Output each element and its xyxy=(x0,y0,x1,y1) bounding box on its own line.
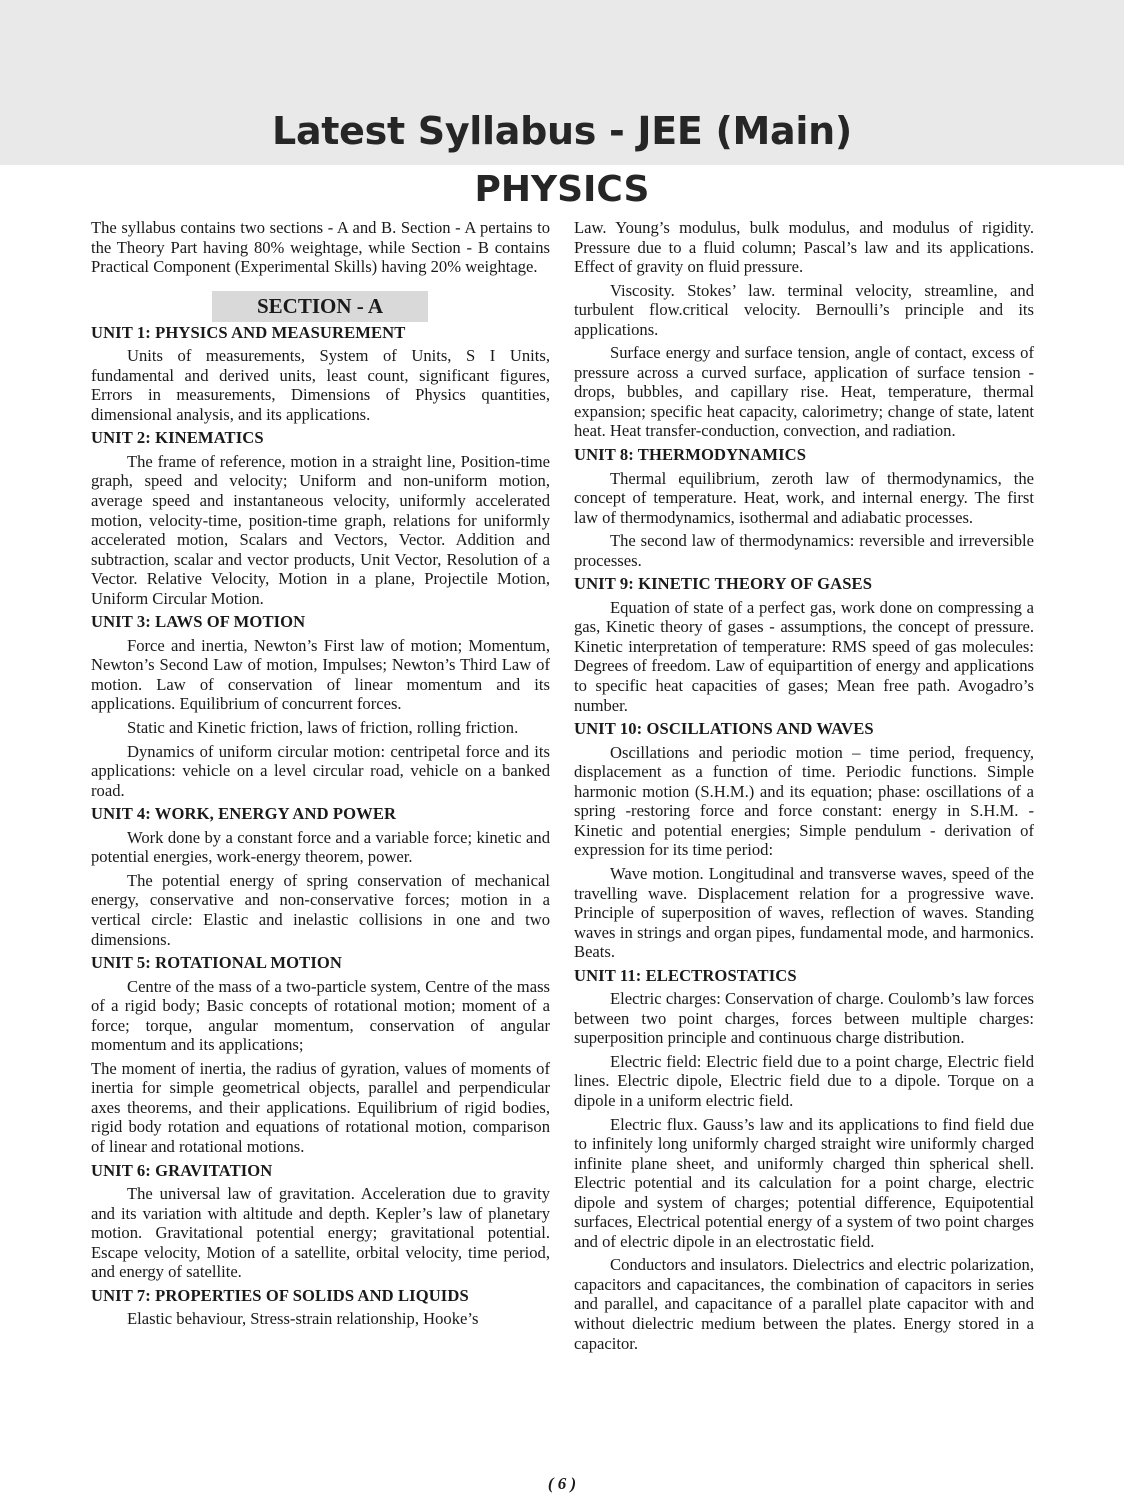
unit-10-paragraph-1: Oscillations and periodic motion – time period, frequency, displacement as a function of time. Periodic functions. Simple harmonic motion (S.H.M.) and its equation; phase: oscillations of a spring -restoring force and force constant: energy in S.H.M. - Kinetic and potential energies; Simple pendulum - derivation of expression for its time period: xyxy=(574,742,1034,860)
intro-paragraph: The syllabus contains two sections - A and B. Section - A pertains to the Theory Part having 80% weightage, while Section - B contains Practical Component (Experimental Skills) having 20% weightage. xyxy=(91,218,550,277)
unit-11-paragraph-4: Conductors and insulators. Dielectrics and electric polarization, capacitors and capacitances, the combination of capacitors in series and parallel, and capacitance of a parallel plate capacitor with and without dielectric medium between the plates. Energy stored in a capacitor. xyxy=(574,1255,1034,1353)
unit-8-paragraph-1: Thermal equilibrium, zeroth law of thermodynamics, the concept of temperature. Heat, work, and internal energy. The first law of thermodynamics, isothermal and adiabatic processes. xyxy=(574,468,1034,527)
unit-1-paragraph: Units of measurements, System of Units, S I Units, fundamental and derived units, least count, significant figures, Errors in measurements, Dimensions of Physics quantities, dimensional analysis, and its applications. xyxy=(91,346,550,424)
unit-6-paragraph: The universal law of gravitation. Acceleration due to gravity and its variation with altitude and depth. Kepler’s law of planetary motion. Gravitational potential energy; gravitational potential. Escape velocity, Motion of a satellite, orbital velocity, time period, and energy of satellite. xyxy=(91,1184,550,1282)
unit-11-paragraph-2: Electric field: Electric field due to a point charge, Electric field lines. Electric dipole, Electric field due to a dipole. Torque on a dipole in a uniform electric field. xyxy=(574,1051,1034,1110)
unit-11-paragraph-1: Electric charges: Conservation of charge. Coulomb’s law forces between two point charges, forces between multiple charges: superposition principle and continuous charge distribution. xyxy=(574,989,1034,1048)
unit-7-paragraph-2: Law. Young’s modulus, bulk modulus, and modulus of rigidity. Pressure due to a fluid column; Pascal’s law and its applications. Effect of gravity on fluid pressure. xyxy=(574,218,1034,277)
unit-2-paragraph: The frame of reference, motion in a straight line, Position-time graph, speed and velocity; Uniform and non-uniform motion, average speed and instantaneous velocity, uniformly accelerated motion, velocity-time, position-time graph, relations for uniformly accelerated motion, Scalars and Vectors, Vector. Addition and subtraction, scalar and vector products, Unit Vector, Resolution of a Vector. Relative Velocity, Motion in a plane, Projectile Motion, Uniform Circular Motion. xyxy=(91,451,550,608)
right-column xyxy=(574,218,1034,1357)
unit-3-paragraph-1: Force and inertia, Newton’s First law of motion; Momentum, Newton’s Second Law of motion, Impulses; Newton’s Third Law of motion. Law of conservation of linear momentum and its applications. Equilibrium of concurrent forces. xyxy=(91,635,550,714)
unit-3-paragraph-3: Dynamics of uniform circular motion: centripetal force and its applications: vehicle on a level circular road, vehicle on a banked road. xyxy=(91,741,550,800)
unit-4-paragraph-1: Work done by a constant force and a variable force; kinetic and potential energies, work-energy theorem, power. xyxy=(91,827,550,867)
left-column xyxy=(91,218,550,1333)
subject-title: PHYSICS xyxy=(474,169,650,210)
unit-1-heading: UNIT 1: PHYSICS AND MEASUREMENT xyxy=(91,322,406,342)
unit-5-paragraph-1: Centre of the mass of a two-particle system, Centre of the mass of a rigid body; Basic concepts of rotational motion; moment of a force; torque, angular momentum, conservation of angular momentum and its applications; xyxy=(91,976,550,1055)
unit-5-paragraph-2: The moment of inertia, the radius of gyration, values of moments of inertia for simple geometrical objects, parallel and perpendicular axes theorems, and their applications. Equilibrium of rigid bodies, rigid body rotation and equations of rotational motion, comparison of linear and rotational motions. xyxy=(91,1058,550,1156)
unit-7-paragraph-4: Surface energy and surface tension, angle of contact, excess of pressure across a curved surface, application of surface tension - drops, bubbles, and capillary rise. Heat, temperature, thermal expansion; specific heat capacity, calorimetry; change of state, latent heat. Heat transfer-conduction, convection, and radiation. xyxy=(574,343,1034,441)
unit-10-paragraph-2: Wave motion. Longitudinal and transverse waves, speed of the travelling wave. Displacement relation for a progressive wave. Principle of superposition of waves, reflection of waves. Standing waves in strings and organ pipes, fundamental mode, and harmonics. Beats. xyxy=(574,863,1034,962)
unit-3-heading: UNIT 3: LAWS OF MOTION xyxy=(91,612,306,632)
unit-9-paragraph: Equation of state of a perfect gas, work done on compressing a gas, Kinetic theory of gases - assumptions, the concept of pressure. Kinetic interpretation of temperature: RMS speed of gas molecules: Degrees of freedom. Law of equipartition of energy and applications to specific heat capacities of gases; Mean free path. Avogadro’s number. xyxy=(574,597,1034,715)
unit-9-heading: UNIT 9: KINETIC THEORY OF GASES xyxy=(574,574,873,594)
unit-7-paragraph-3: Viscosity. Stokes’ law. terminal velocity, streamline, and turbulent flow.critical velocity. Bernoulli’s principle and its applications. xyxy=(574,280,1034,339)
unit-4-paragraph-2: The potential energy of spring conservation of mechanical energy, conservative and non-conservative forces; motion in a vertical circle: Elastic and inelastic collisions in one and two dimensions. xyxy=(91,870,550,949)
unit-11-paragraph-3: Electric flux. Gauss’s law and its applications to find field due to infinitely long uniformly charged straight wire uniformly charged infinite plane sheet, and uniformly charged thin spherical shell. Electric potential and its calculation for a point charge, electric dipole and system of charges; potential difference, Equipotential surfaces, Electrical potential energy of a system of two point charges and of electric dipole in an electrostatic field. xyxy=(574,1114,1034,1251)
unit-3-paragraph-2: Static and Kinetic friction, laws of friction, rolling friction. xyxy=(127,718,519,738)
unit-7-paragraph-1: Elastic behaviour, Stress-strain relationship, Hooke’s xyxy=(127,1309,479,1329)
unit-6-heading: UNIT 6: GRAVITATION xyxy=(91,1160,273,1180)
unit-5-heading: UNIT 5: ROTATIONAL MOTION xyxy=(91,953,342,973)
unit-11-heading: UNIT 11: ELECTROSTATICS xyxy=(574,965,797,985)
unit-8-paragraph-2: The second law of thermodynamics: reversible and irreversible processes. xyxy=(574,531,1034,570)
unit-10-heading: UNIT 10: OSCILLATIONS AND WAVES xyxy=(574,719,874,739)
unit-4-heading: UNIT 4: WORK, ENERGY AND POWER xyxy=(91,804,397,824)
unit-7-heading: UNIT 7: PROPERTIES OF SOLIDS AND LIQUIDS xyxy=(91,1285,469,1305)
page-number: ( 6 ) xyxy=(547,1474,577,1493)
unit-8-heading: UNIT 8: THERMODYNAMICS xyxy=(574,445,807,465)
page-title: Latest Syllabus - JEE (Main) xyxy=(272,109,852,153)
section-a-label: SECTION - A xyxy=(212,291,428,322)
unit-2-heading: UNIT 2: KINEMATICS xyxy=(91,428,264,448)
